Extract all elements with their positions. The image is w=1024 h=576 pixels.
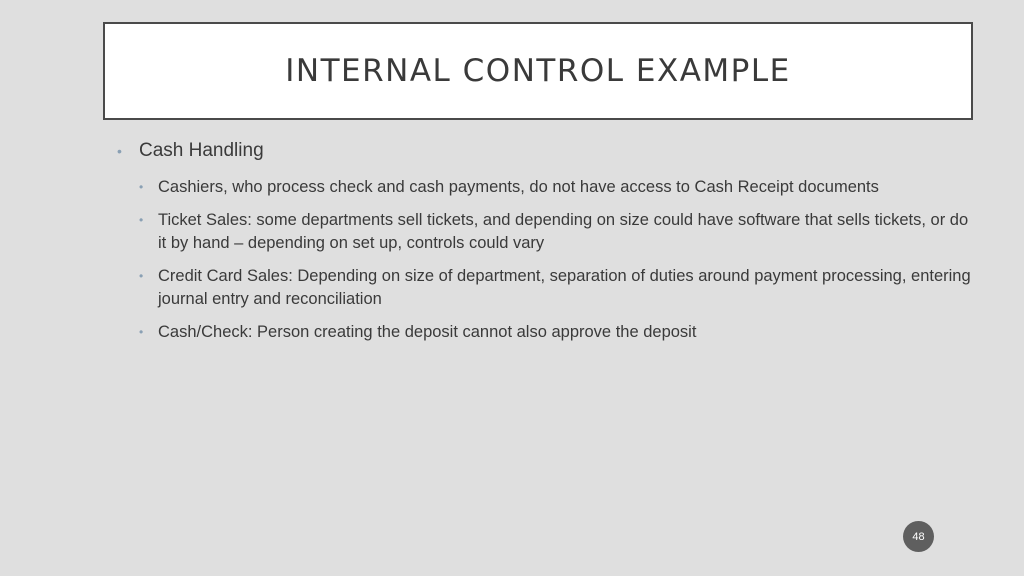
- slide-title: INTERNAL CONTROL EXAMPLE: [285, 53, 791, 89]
- page-number-badge: 48: [903, 521, 934, 552]
- bullet-dot-icon: •: [139, 213, 144, 227]
- bullet-dot-icon: •: [139, 325, 144, 339]
- main-bullet: [117, 140, 264, 162]
- sub-bullet-item: [139, 176, 979, 199]
- sub-bullet-item: [139, 209, 979, 255]
- sub-bullet-item: [139, 265, 979, 311]
- sub-bullet-text: Credit Card Sales: Depending on size of department, separation of duties around payment processing, entering journal entry and reconciliation: [158, 267, 971, 308]
- sub-bullet-text: Cashiers, who process check and cash payments, do not have access to Cash Receipt documents: [158, 178, 879, 196]
- sub-bullet-text: Cash/Check: Person creating the deposit cannot also approve the deposit: [158, 323, 697, 341]
- bullet-dot-icon: •: [139, 269, 144, 283]
- sub-bullet-item: [139, 321, 979, 344]
- sub-bullet-list: [139, 176, 979, 354]
- bullet-dot-icon: •: [139, 180, 144, 194]
- bullet-dot-icon: •: [117, 143, 122, 159]
- main-bullet-text: Cash Handling: [139, 140, 264, 161]
- sub-bullet-text: Ticket Sales: some departments sell tickets, and depending on size could have software that sells tickets, or do it by hand – depending on set up, controls could vary: [158, 211, 969, 252]
